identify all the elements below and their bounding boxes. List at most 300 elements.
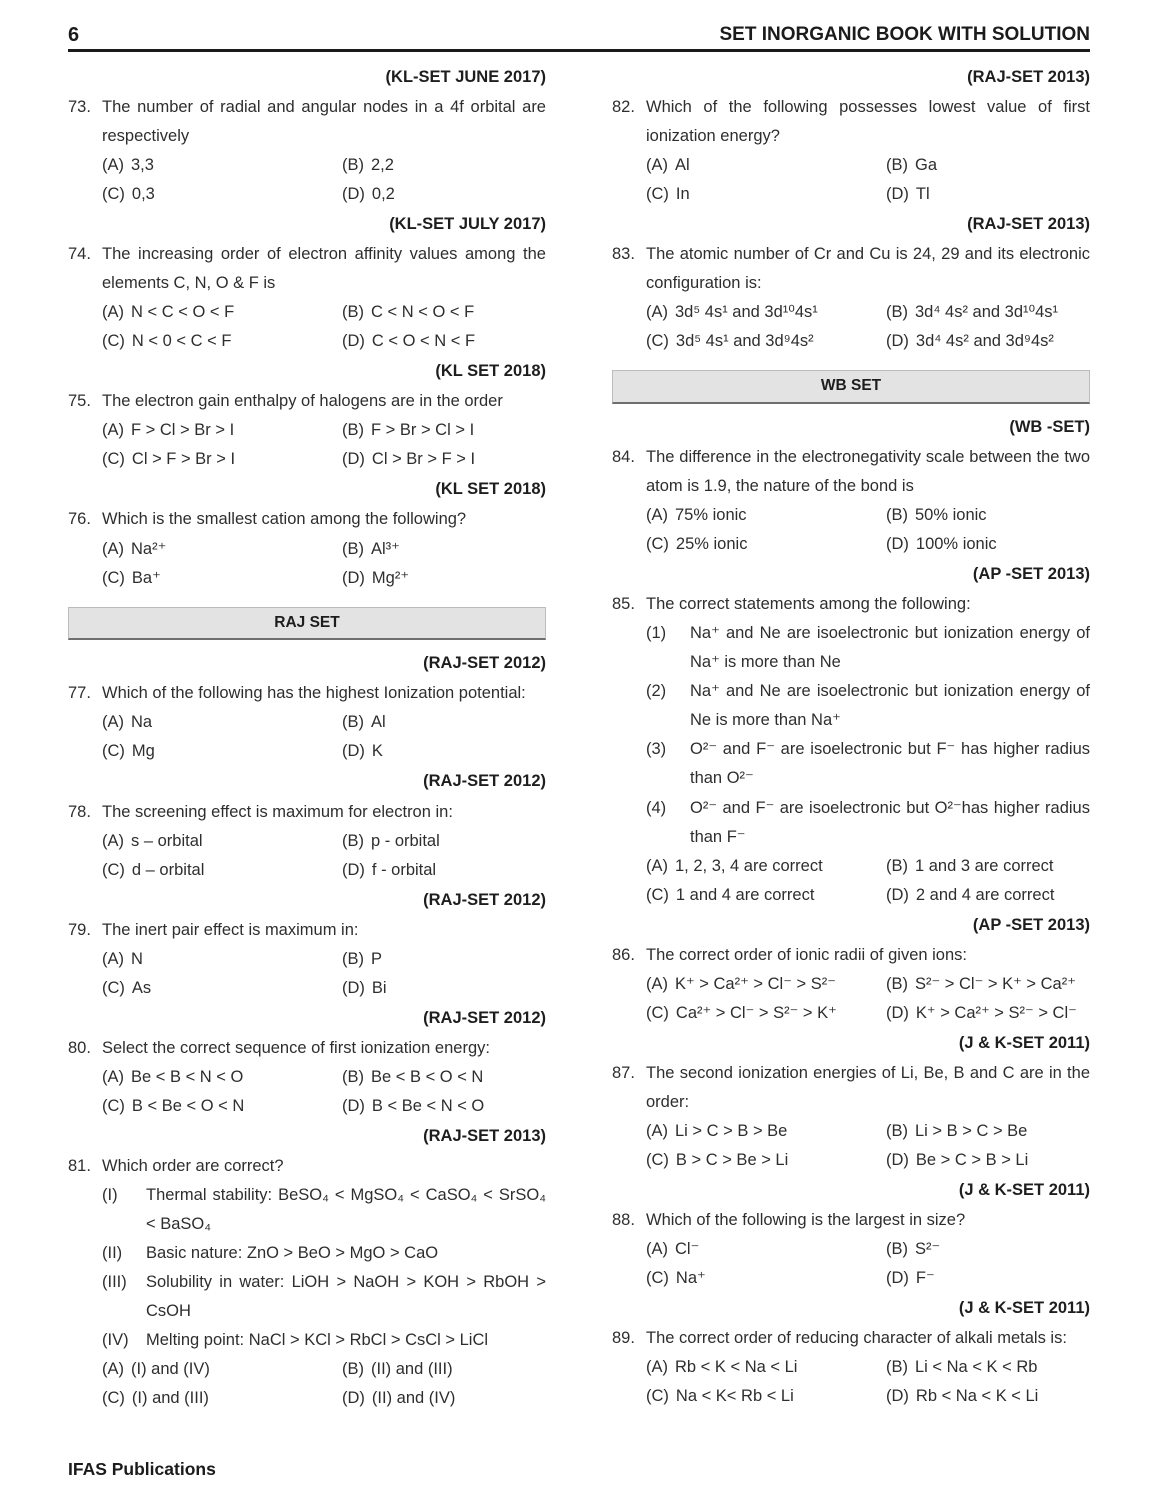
statement-ii	[102, 1239, 546, 1268]
option-label: (C)	[102, 1389, 125, 1408]
option-c	[646, 881, 886, 910]
option-text: Na < K< Rb < Li	[675, 1387, 794, 1406]
question-number: 84.	[612, 448, 635, 467]
option-text: Bi	[371, 978, 387, 997]
statement-text: O²⁻ and F⁻ are isoelectronic but F⁻ has higher radius than O²⁻	[690, 740, 1090, 788]
option-text: Al	[371, 713, 386, 732]
option-text: 2 and 4 are correct	[915, 885, 1055, 904]
option-text: N < C < O < F	[131, 303, 235, 322]
option-label: (C)	[646, 1150, 669, 1169]
option-text: K⁺ > Ca²⁺ > Cl⁻ > S²⁻	[675, 974, 836, 993]
option-b	[886, 1353, 1090, 1382]
option-label: (C)	[646, 332, 669, 351]
option-b	[886, 1117, 1090, 1146]
option-text: B < Be < O < N	[131, 1096, 245, 1115]
option-b	[886, 852, 1090, 881]
question-78	[68, 798, 546, 885]
question-body	[646, 1324, 1090, 1411]
option-label: (C)	[646, 1003, 669, 1022]
option-a	[102, 535, 342, 564]
option-text: N	[131, 949, 143, 968]
question-80	[68, 1034, 546, 1121]
option-d	[886, 180, 1090, 209]
statement-label: (4)	[646, 798, 667, 817]
option-text: d – orbital	[131, 860, 205, 879]
option-text: (I) and (IV)	[131, 1360, 210, 1379]
statement-text: Na⁺ and Ne are isoelectronic but ionization energy of Ne is more than Na⁺	[690, 682, 1090, 730]
option-label: (C)	[646, 885, 669, 904]
option-d	[886, 327, 1090, 356]
option-label: (D)	[342, 978, 365, 997]
statement-i	[102, 1181, 546, 1239]
statement-label: (2)	[646, 682, 667, 701]
option-label: (A)	[646, 974, 668, 993]
option-b	[342, 1355, 546, 1384]
option-text: F⁻	[915, 1269, 935, 1288]
question-text: The atomic number of Cr and Cu is 24, 29 and its electronic configuration is:	[646, 245, 1090, 293]
option-a	[646, 298, 886, 327]
options	[646, 298, 1090, 356]
question-85	[612, 590, 1090, 909]
question-text: The second ionization energies of Li, Be, B and C are in the order:	[646, 1063, 1090, 1111]
option-label: (C)	[102, 450, 125, 469]
exam-tag: (KL SET 2018)	[435, 362, 546, 381]
option-text: Tl	[915, 185, 930, 204]
question-body	[646, 93, 1090, 209]
option-label: (A)	[102, 713, 124, 732]
question-number: 88.	[612, 1210, 635, 1229]
question-body	[646, 1059, 1090, 1175]
option-text: S²⁻ > Cl⁻ > K⁺ > Ca²⁺	[915, 974, 1076, 993]
option-a	[646, 970, 886, 999]
options	[646, 1353, 1090, 1411]
option-label: (A)	[646, 1121, 668, 1140]
page-number: 6	[68, 24, 80, 46]
option-text: p - orbital	[371, 831, 440, 850]
option-a	[102, 708, 342, 737]
option-label: (C)	[102, 332, 125, 351]
option-text: B < Be < N < O	[371, 1096, 485, 1115]
statement-label: (III)	[102, 1273, 127, 1292]
question-body	[102, 93, 546, 209]
option-label: (D)	[886, 1269, 909, 1288]
option-text: In	[675, 185, 690, 204]
options	[646, 852, 1090, 910]
option-label: (B)	[886, 856, 908, 875]
option-a	[102, 151, 342, 180]
option-d	[886, 1146, 1090, 1175]
left-column	[68, 62, 546, 1413]
option-text: N < 0 < C < F	[131, 332, 232, 351]
option-b	[342, 945, 546, 974]
option-text: Cl⁻	[675, 1239, 700, 1258]
option-text: S²⁻	[915, 1239, 941, 1258]
question-text: The electron gain enthalpy of halogens are in the order	[102, 392, 503, 411]
option-text: (II) and (III)	[371, 1360, 453, 1379]
question-body	[102, 1034, 546, 1121]
option-c	[646, 1382, 886, 1411]
option-text: Rb < K < Na < Li	[675, 1358, 798, 1377]
exam-tag: (KL-SET JULY 2017)	[389, 215, 546, 234]
exam-tag: (J & K-SET 2011)	[958, 1180, 1090, 1199]
option-label: (C)	[102, 568, 125, 587]
question-number: 81.	[68, 1156, 91, 1175]
statement-label: (I)	[102, 1185, 118, 1204]
option-c	[646, 1264, 886, 1293]
question-text: The correct order of reducing character of alkali metals is:	[646, 1329, 1067, 1348]
question-text: The screening effect is maximum for electron in:	[102, 802, 453, 821]
option-label: (D)	[342, 332, 365, 351]
option-label: (B)	[342, 831, 364, 850]
option-label: (A)	[102, 949, 124, 968]
option-text: Ca²⁺ > Cl⁻ > S²⁻ > K⁺	[675, 1003, 837, 1022]
option-text: 3d⁴ 4s² and 3d¹⁰4s¹	[915, 303, 1059, 322]
option-text: 1 and 4 are correct	[675, 885, 815, 904]
option-label: (D)	[886, 332, 909, 351]
option-d	[342, 564, 546, 593]
options	[102, 535, 546, 593]
option-label: (D)	[342, 450, 365, 469]
statement-4	[646, 794, 1090, 852]
option-label: (A)	[646, 303, 668, 322]
question-body	[102, 798, 546, 885]
statement-label: (1)	[646, 624, 667, 643]
option-text: 2,2	[371, 156, 394, 175]
option-c	[102, 180, 342, 209]
question-number: 89.	[612, 1329, 635, 1348]
option-c	[646, 1146, 886, 1175]
options	[646, 970, 1090, 1028]
option-text: 100% ionic	[915, 535, 997, 554]
statement-3	[646, 735, 1090, 793]
option-text: P	[371, 949, 383, 968]
option-label: (A)	[646, 1239, 668, 1258]
option-d	[886, 881, 1090, 910]
option-c	[646, 530, 886, 559]
option-text: Na²⁺	[131, 539, 167, 558]
question-number: 73.	[68, 98, 91, 117]
page-header	[68, 24, 1090, 52]
option-c	[646, 180, 886, 209]
option-a	[102, 1063, 342, 1092]
question-75	[68, 387, 546, 474]
option-text: (II) and (IV)	[371, 1389, 456, 1408]
option-label: (B)	[886, 1239, 908, 1258]
question-number: 87.	[612, 1063, 635, 1082]
option-d	[342, 1092, 546, 1121]
options	[102, 708, 546, 766]
exam-tag: (RAJ-SET 2012)	[423, 654, 546, 673]
option-a	[646, 1235, 886, 1264]
option-label: (B)	[886, 156, 908, 175]
option-a	[102, 945, 342, 974]
option-c	[646, 999, 886, 1028]
option-label: (D)	[342, 1389, 365, 1408]
option-label: (C)	[102, 185, 125, 204]
option-text: Cl > F > Br > I	[131, 450, 236, 469]
question-83	[612, 240, 1090, 356]
option-text: As	[131, 978, 152, 997]
option-text: 3d⁵ 4s¹ and 3d⁹4s²	[675, 332, 814, 351]
options	[102, 416, 546, 474]
statement-text: Na⁺ and Ne are isoelectronic but ionization energy of Na⁺ is more than Ne	[690, 624, 1090, 672]
option-text: Ga	[915, 156, 938, 175]
exam-tag: (RAJ-SET 2013)	[967, 68, 1090, 86]
statement-text: O²⁻ and F⁻ are isoelectronic but O²⁻has higher radius than F⁻	[690, 798, 1090, 846]
option-label: (A)	[102, 831, 124, 850]
exam-tag: (RAJ-SET 2012)	[423, 890, 546, 909]
section-header-wb-set: WB SET	[612, 370, 1090, 404]
exam-tag: (J & K-SET 2011)	[958, 1299, 1090, 1318]
option-a	[646, 1117, 886, 1146]
option-text: Be < B < N < O	[131, 1067, 244, 1086]
option-text: Li > C > B > Be	[675, 1121, 788, 1140]
option-text: Cl > Br > F > I	[371, 450, 476, 469]
page-title: SET INORGANIC BOOK WITH SOLUTION	[719, 24, 1090, 46]
statement-2	[646, 677, 1090, 735]
option-d	[886, 999, 1090, 1028]
option-text: Na	[131, 713, 153, 732]
statement-label: (3)	[646, 740, 667, 759]
exam-tag: (KL-SET JUNE 2017)	[385, 68, 546, 86]
option-b	[342, 151, 546, 180]
question-body	[646, 1206, 1090, 1293]
option-label: (C)	[646, 535, 669, 554]
option-label: (B)	[342, 539, 364, 558]
option-text: 3,3	[131, 156, 154, 175]
option-text: 3d⁴ 4s² and 3d⁹4s²	[915, 332, 1054, 351]
option-label: (D)	[342, 1096, 365, 1115]
statement-text: Basic nature: ZnO > BeO > MgO > CaO	[146, 1243, 439, 1262]
option-d	[342, 180, 546, 209]
question-body	[102, 240, 546, 356]
option-c	[102, 1092, 342, 1121]
option-b	[342, 535, 546, 564]
option-label: (A)	[102, 421, 124, 440]
option-label: (D)	[342, 568, 365, 587]
question-number: 75.	[68, 392, 91, 411]
option-label: (C)	[646, 1387, 669, 1406]
exam-tag: (AP -SET 2013)	[972, 565, 1090, 584]
option-text: Be < B < O < N	[371, 1067, 484, 1086]
question-body	[102, 679, 546, 766]
option-text: Rb < Na < K < Li	[915, 1387, 1039, 1406]
exam-tag: (RAJ-SET 2012)	[423, 772, 546, 791]
options	[102, 827, 546, 885]
question-84	[612, 443, 1090, 559]
option-b	[342, 708, 546, 737]
option-label: (B)	[342, 156, 364, 175]
question-body	[646, 941, 1090, 1028]
option-label: (A)	[102, 1067, 124, 1086]
option-d	[342, 445, 546, 474]
question-74	[68, 240, 546, 356]
question-body	[102, 505, 546, 592]
question-body	[646, 590, 1090, 909]
statement-label: (IV)	[102, 1331, 129, 1350]
question-number: 83.	[612, 245, 635, 264]
option-text: Li < Na < K < Rb	[915, 1358, 1038, 1377]
exam-tag: (RAJ-SET 2013)	[423, 1126, 546, 1145]
options	[102, 945, 546, 1003]
option-label: (B)	[342, 1067, 364, 1086]
options	[646, 1235, 1090, 1293]
publisher-footer: IFAS Publications	[68, 1459, 216, 1479]
option-c	[102, 327, 342, 356]
question-number: 86.	[612, 945, 635, 964]
option-label: (B)	[886, 1121, 908, 1140]
option-label: (D)	[886, 185, 909, 204]
option-label: (D)	[886, 1003, 909, 1022]
statement-text: Solubility in water: LiOH > NaOH > KOH > RbOH > CsOH	[146, 1273, 546, 1321]
question-81	[68, 1152, 546, 1413]
option-label: (A)	[102, 303, 124, 322]
option-text: 0,2	[371, 185, 395, 204]
question-text: Select the correct sequence of first ionization energy:	[102, 1038, 490, 1057]
option-b	[342, 416, 546, 445]
option-d	[342, 856, 546, 885]
option-label: (B)	[342, 1360, 364, 1379]
option-text: Ba⁺	[131, 568, 161, 587]
option-text: Li > B > C > Be	[915, 1121, 1028, 1140]
option-label: (A)	[646, 856, 668, 875]
option-c	[102, 856, 342, 885]
option-text: K⁺ > Ca²⁺ > S²⁻ > Cl⁻	[915, 1003, 1077, 1022]
question-number: 76.	[68, 510, 91, 529]
option-b	[886, 1235, 1090, 1264]
option-label: (A)	[646, 506, 668, 525]
options	[646, 501, 1090, 559]
option-text: C < N < O < F	[371, 303, 475, 322]
question-76	[68, 505, 546, 592]
option-a	[102, 416, 342, 445]
option-label: (D)	[886, 1150, 909, 1169]
option-text: 1, 2, 3, 4 are correct	[675, 856, 823, 875]
option-c	[102, 974, 342, 1003]
options	[102, 1355, 546, 1413]
option-text: Na⁺	[675, 1269, 706, 1288]
option-label: (B)	[342, 713, 364, 732]
option-text: Al³⁺	[371, 539, 400, 558]
option-label: (A)	[646, 1358, 668, 1377]
option-a	[646, 852, 886, 881]
option-label: (B)	[886, 1358, 908, 1377]
option-label: (C)	[102, 1096, 125, 1115]
option-label: (C)	[102, 978, 125, 997]
exam-tag: (WB -SET)	[1009, 418, 1090, 437]
exam-tag: (RAJ-SET 2012)	[423, 1008, 546, 1027]
option-text: (I) and (III)	[131, 1389, 209, 1408]
option-label: (D)	[886, 885, 909, 904]
options	[102, 151, 546, 209]
option-d	[886, 1382, 1090, 1411]
question-82	[612, 93, 1090, 209]
options	[646, 151, 1090, 209]
option-label: (C)	[646, 1269, 669, 1288]
question-text: Which order are correct?	[102, 1156, 284, 1175]
option-label: (A)	[102, 539, 124, 558]
statement-1	[646, 619, 1090, 677]
exam-tag: (J & K-SET 2011)	[958, 1033, 1090, 1052]
question-text: The number of radial and angular nodes in a 4f orbital are respectively	[102, 98, 546, 146]
question-number: 85.	[612, 595, 635, 614]
question-number: 74.	[68, 245, 91, 264]
question-79	[68, 916, 546, 1003]
option-b	[886, 501, 1090, 530]
question-text: Which of the following has the highest Ionization potential:	[102, 684, 526, 703]
option-label: (D)	[342, 742, 365, 761]
option-c	[102, 1384, 342, 1413]
option-d	[342, 1384, 546, 1413]
question-body	[102, 387, 546, 474]
option-text: Mg	[131, 742, 155, 761]
option-d	[342, 974, 546, 1003]
option-text: K	[371, 742, 383, 761]
option-label: (B)	[342, 421, 364, 440]
option-b	[342, 1063, 546, 1092]
statement-label: (II)	[102, 1243, 123, 1262]
two-column-layout	[68, 62, 1090, 1413]
option-text: F > Cl > Br > I	[131, 421, 235, 440]
question-89	[612, 1324, 1090, 1411]
option-b	[886, 151, 1090, 180]
option-c	[646, 327, 886, 356]
option-label: (D)	[342, 185, 365, 204]
question-73	[68, 93, 546, 209]
option-a	[102, 827, 342, 856]
option-c	[102, 737, 342, 766]
question-number: 79.	[68, 920, 91, 939]
option-a	[102, 298, 342, 327]
question-text: Which of the following is the largest in size?	[646, 1210, 966, 1229]
options	[646, 1117, 1090, 1175]
option-text: B > C > Be > Li	[675, 1150, 789, 1169]
question-number: 82.	[612, 98, 635, 117]
question-87	[612, 1059, 1090, 1175]
option-text: 1 and 3 are correct	[915, 856, 1054, 875]
option-b	[886, 298, 1090, 327]
question-body	[102, 1152, 546, 1413]
option-text: f - orbital	[371, 860, 437, 879]
option-b	[342, 827, 546, 856]
option-label: (C)	[102, 742, 125, 761]
option-d	[342, 327, 546, 356]
option-c	[102, 445, 342, 474]
question-88	[612, 1206, 1090, 1293]
exam-tag: (AP -SET 2013)	[972, 915, 1090, 934]
question-text: The difference in the electronegativity scale between the two atom is 1.9, the nature of the bond is	[646, 448, 1090, 496]
section-header-raj-set: RAJ SET	[68, 607, 546, 641]
option-text: Mg²⁺	[371, 568, 410, 587]
option-text: s – orbital	[131, 831, 203, 850]
right-column	[612, 62, 1090, 1413]
option-b	[342, 298, 546, 327]
option-d	[886, 530, 1090, 559]
option-label: (B)	[886, 974, 908, 993]
question-77	[68, 679, 546, 766]
option-label: (B)	[342, 949, 364, 968]
statement-iv	[102, 1326, 546, 1355]
question-text: Which is the smallest cation among the following?	[102, 510, 467, 529]
option-text: 0,3	[131, 185, 155, 204]
question-number: 78.	[68, 802, 91, 821]
option-a	[646, 501, 886, 530]
option-text: 25% ionic	[675, 535, 748, 554]
options	[102, 298, 546, 356]
option-a	[102, 1355, 342, 1384]
question-body	[102, 916, 546, 1003]
option-label: (C)	[102, 860, 125, 879]
